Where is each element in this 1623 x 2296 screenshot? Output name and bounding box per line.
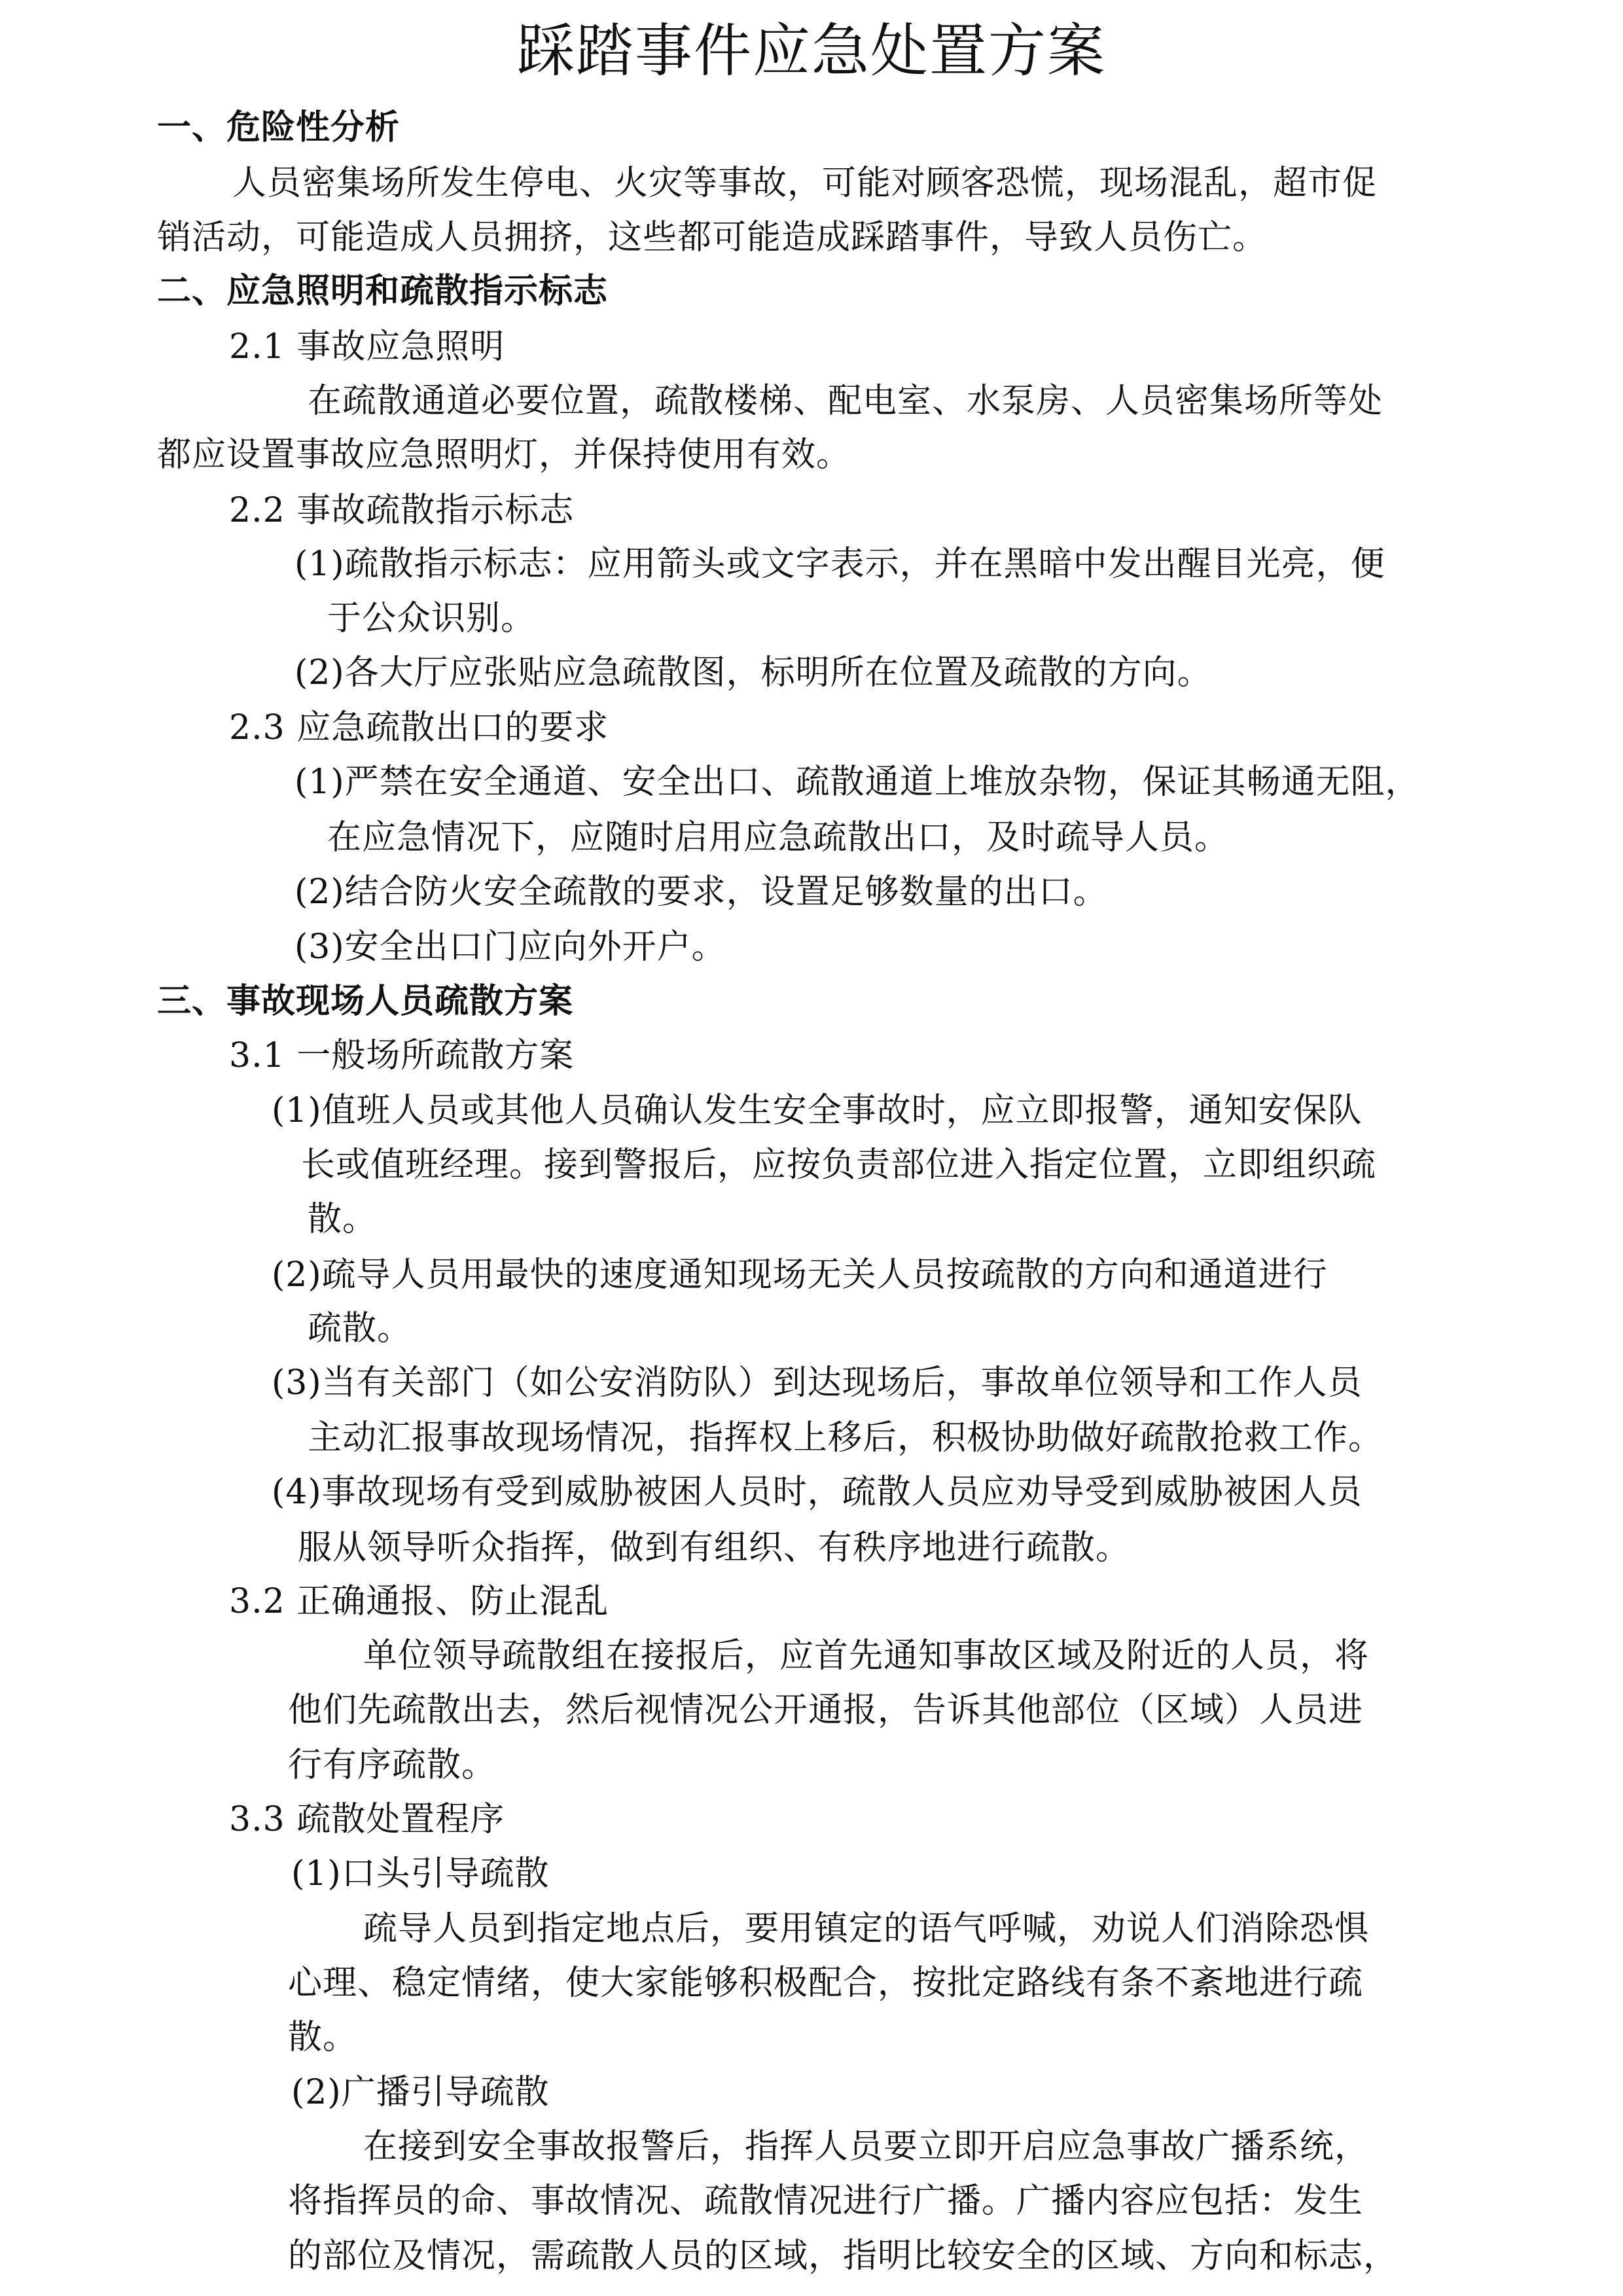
text-line: 主动汇报事故现场情况，指挥权上移后，积极协助做好疏散抢救工作。 <box>308 1418 1383 1458</box>
text-line: (2)广播引导疏散 <box>291 2073 550 2112</box>
text-line: 3.3 疏散处置程序 <box>229 1800 505 1839</box>
text-line: 心理、稳定情绪，使大家能够积极配合，按批定路线有条不紊地进行疏 <box>288 1964 1364 2003</box>
text-line: 的部位及情况，需疏散人员的区域，指明比较安全的区域、方向和标志， <box>288 2236 1399 2276</box>
text-line: 人员密集场所发生停电、火灾等事故，可能对顾客恐慌，现场混乱，超市促 <box>232 164 1378 203</box>
text-line: 疏散。 <box>308 1309 412 1348</box>
text-line: 单位领导疏散组在接报后，应首先通知事故区域及附近的人员，将 <box>363 1636 1370 1676</box>
text-line: 都应设置事故应急照明灯，并保持使用有效。 <box>157 435 851 475</box>
text-line: 2.2 事故疏散指示标志 <box>229 491 575 530</box>
text-line: 在接到安全事故报警后，指挥人员要立即开启应急事故广播系统， <box>363 2127 1370 2166</box>
section-heading: 二、应急照明和疏散指示标志 <box>157 272 609 311</box>
text-line: 在应急情况下，应随时启用应急疏散出口，及时疏导人员。 <box>327 818 1230 857</box>
text-line: (2)疏导人员用最快的速度通知现场无关人员按疏散的方向和通道进行 <box>272 1255 1328 1295</box>
text-line: (4)事故现场有受到威胁被困人员时，疏散人员应劝导受到威胁被困人员 <box>272 1473 1363 1512</box>
text-line: 2.1 事故应急照明 <box>229 327 505 367</box>
section-heading: 一、危险性分析 <box>157 108 401 147</box>
text-line: 在疏散通道必要位置，疏散楼梯、配电室、水泵房、人员密集场所等处 <box>308 382 1383 421</box>
text-line: 长或值班经理。接到警报后，应按负责部位进入指定位置，立即组织疏 <box>301 1145 1377 1185</box>
document-title: 踩踏事件应急处置方案 <box>516 17 1106 84</box>
text-line: 销活动，可能造成人员拥挤，这些都可能造成踩踏事件，导致人员伤亡。 <box>157 218 1268 257</box>
text-line: 于公众识别。 <box>327 599 536 638</box>
text-line: (3)当有关部门（如公安消防队）到达现场后，事故单位领导和工作人员 <box>272 1363 1363 1403</box>
text-line: (1)严禁在安全通道、安全出口、疏散通道上堆放杂物，保证其畅通无阻， <box>294 762 1420 802</box>
text-line: (1)值班人员或其他人员确认发生安全事故时，应立即报警，通知安保队 <box>272 1091 1363 1130</box>
section-heading: 三、事故现场人员疏散方案 <box>157 982 574 1021</box>
text-line: 2.3 应急疏散出口的要求 <box>229 708 609 747</box>
text-line: (2)结合防火安全疏散的要求，设置足够数量的出口。 <box>294 872 1108 912</box>
text-line: 将指挥员的命、事故情况、疏散情况进行广播。广播内容应包括：发生 <box>288 2181 1364 2221</box>
text-line: 散。 <box>288 2018 358 2057</box>
text-line: 散。 <box>308 1200 378 1239</box>
text-line: 疏导人员到指定地点后，要用镇定的语气呼喊，劝说人们消除恐惧 <box>363 1909 1370 1948</box>
text-line: 服从领导听众指挥，做到有组织、有秩序地进行疏散。 <box>298 1528 1131 1568</box>
text-line: (1)口头引导疏散 <box>291 1854 550 1893</box>
text-line: (2)各大厅应张贴应急疏散图，标明所在位置及疏散的方向。 <box>294 653 1212 692</box>
text-line: 3.2 正确通报、防止混乱 <box>229 1582 609 1621</box>
text-line: (1)疏散指示标志：应用箭头或文字表示，并在黑暗中发出醒目光亮，便 <box>294 545 1385 584</box>
text-line: (3)安全出口门应向外开户。 <box>294 927 726 967</box>
text-line: 他们先疏散出去，然后视情况公开通报，告诉其他部位（区域）人员进 <box>288 1691 1364 1730</box>
text-line: 3.1 一般场所疏散方案 <box>229 1036 575 1075</box>
text-line: 行有序疏散。 <box>288 1746 497 1785</box>
